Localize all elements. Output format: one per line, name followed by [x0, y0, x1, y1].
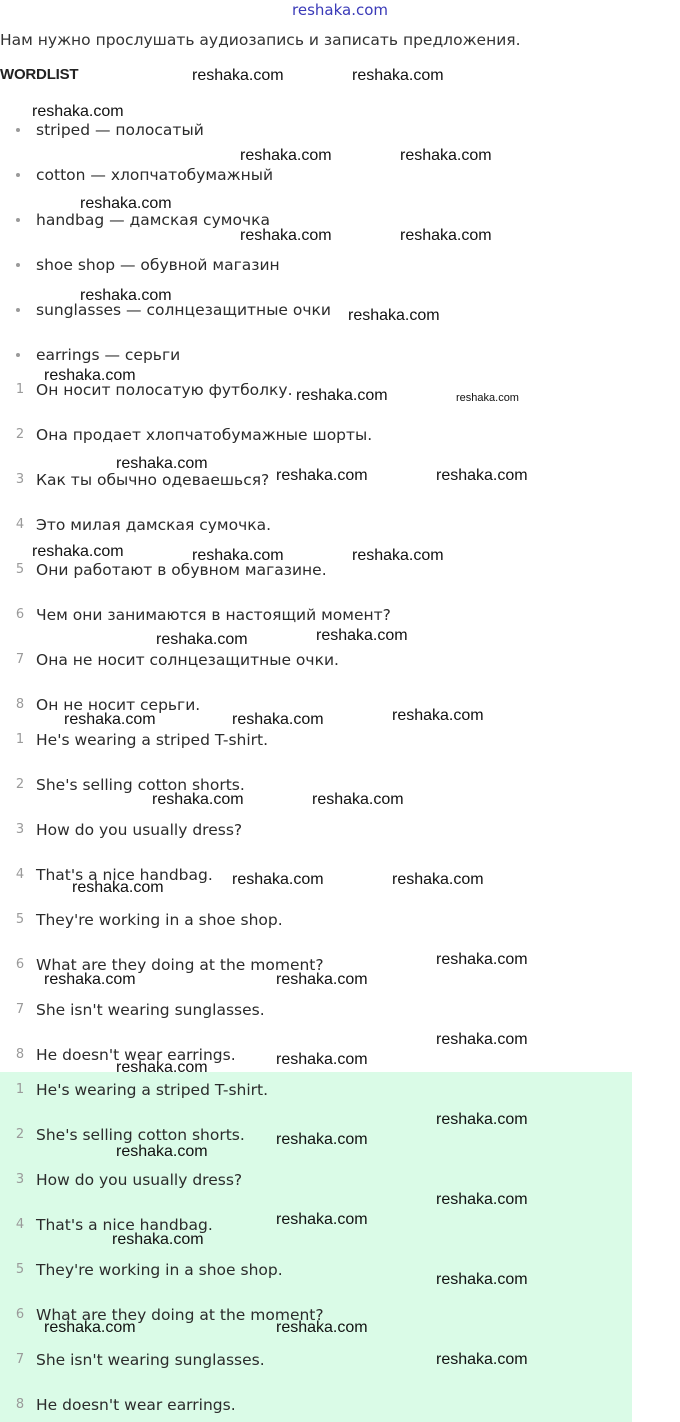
watermark-text: reshaka.com	[436, 467, 528, 484]
item-number: 1	[15, 732, 25, 747]
item-number: 6	[15, 1307, 25, 1322]
item-number: 4	[15, 867, 25, 882]
item-number: 3	[15, 1172, 25, 1187]
watermark-text: reshaka.com	[116, 455, 208, 472]
bullet-icon	[16, 308, 20, 312]
watermark-text: reshaka.com	[296, 387, 388, 404]
watermark-text: reshaka.com	[80, 195, 172, 212]
item-text: Как ты обычно одеваешься?	[36, 471, 270, 489]
watermark-text: reshaka.com	[72, 879, 164, 896]
watermark-text: reshaka.com	[436, 1031, 528, 1048]
watermark-text: reshaka.com	[436, 951, 528, 968]
watermark-text: reshaka.com	[232, 711, 324, 728]
watermark-text: reshaka.com	[400, 147, 492, 164]
wordlist-item	[0, 162, 680, 188]
item-text: shoe shop — обувной магазин	[36, 256, 280, 274]
item-text: She isn't wearing sunglasses.	[36, 1001, 265, 1019]
item-number: 1	[15, 382, 25, 397]
item-text: He's wearing a striped T-shirt.	[36, 1081, 269, 1099]
answer-sentence	[0, 1077, 680, 1103]
item-text: She isn't wearing sunglasses.	[36, 1351, 265, 1369]
item-number: 8	[15, 697, 25, 712]
item-number: 1	[15, 1082, 25, 1097]
item-number: 5	[15, 562, 25, 577]
watermark-text: reshaka.com	[116, 1143, 208, 1160]
item-text: earrings — серьги	[36, 346, 181, 364]
wordlist-heading: WORDLIST	[0, 66, 79, 83]
watermark-text: reshaka.com	[32, 543, 124, 560]
item-text: He doesn't wear earrings.	[36, 1396, 236, 1414]
watermark-text: reshaka.com	[44, 367, 136, 384]
item-text: She's selling cotton shorts.	[36, 1126, 245, 1144]
watermark-text: reshaka.com	[192, 547, 284, 564]
answer-sentence	[0, 1167, 680, 1193]
watermark-text: reshaka.com	[112, 1231, 204, 1248]
answer-sentence	[0, 1347, 680, 1373]
item-text: What are they doing at the moment?	[36, 1306, 324, 1324]
english-sentence	[0, 907, 680, 933]
item-text: striped — полосатый	[36, 121, 204, 139]
watermark-text: reshaka.com	[276, 1131, 368, 1148]
item-text: Она не носит солнцезащитные очки.	[36, 651, 339, 669]
item-number: 7	[15, 1002, 25, 1017]
wordlist-item	[0, 342, 680, 368]
bullet-icon	[16, 263, 20, 267]
watermark-text: reshaka.com	[276, 467, 368, 484]
item-text: What are they doing at the moment?	[36, 956, 324, 974]
item-text: How do you usually dress?	[36, 821, 243, 839]
watermark-text: reshaka.com	[276, 1319, 368, 1336]
watermark-text: reshaka.com	[240, 227, 332, 244]
watermark-text: reshaka.com	[276, 1051, 368, 1068]
item-number: 2	[15, 1127, 25, 1142]
item-number: 6	[15, 957, 25, 972]
bullet-icon	[16, 173, 20, 177]
watermark-text: reshaka.com	[192, 67, 284, 84]
bullet-icon	[16, 128, 20, 132]
item-number: 2	[15, 777, 25, 792]
watermark-text: reshaka.com	[240, 147, 332, 164]
watermark-text: reshaka.com	[64, 711, 156, 728]
watermark-text: reshaka.com	[32, 103, 124, 120]
answer-sentence	[0, 1257, 680, 1283]
item-number: 4	[15, 1217, 25, 1232]
item-text: He doesn't wear earrings.	[36, 1046, 236, 1064]
item-number: 5	[15, 912, 25, 927]
item-text: They're working in a shoe shop.	[36, 911, 283, 929]
item-number: 4	[15, 517, 25, 532]
item-number: 3	[15, 472, 25, 487]
watermark-text: reshaka.com	[276, 971, 368, 988]
item-text: Это милая дамская сумочка.	[36, 516, 272, 534]
watermark-text: reshaka.com	[152, 791, 244, 808]
wordlist-item	[0, 252, 680, 278]
item-number: 6	[15, 607, 25, 622]
russian-sentence	[0, 602, 680, 628]
watermark-text: reshaka.com	[348, 307, 440, 324]
watermark-text: reshaka.com	[80, 287, 172, 304]
watermark-text: reshaka.com	[316, 627, 408, 644]
item-number: 8	[15, 1397, 25, 1412]
item-text: cotton — хлопчатобумажный	[36, 166, 274, 184]
watermark-text: reshaka.com	[276, 1211, 368, 1228]
item-text: He's wearing a striped T-shirt.	[36, 731, 269, 749]
watermark-text: reshaka.com	[436, 1191, 528, 1208]
russian-sentence	[0, 422, 680, 448]
watermark-text: reshaka.com	[400, 227, 492, 244]
item-text: Они работают в обувном магазине.	[36, 561, 327, 579]
item-number: 5	[15, 1262, 25, 1277]
watermark-text: reshaka.com	[352, 547, 444, 564]
item-number: 8	[15, 1047, 25, 1062]
english-sentence	[0, 817, 680, 843]
watermark-text: reshaka.com	[116, 1059, 208, 1076]
item-text: Он не носит серьги.	[36, 696, 201, 714]
item-text: sunglasses — солнцезащитные очки	[36, 301, 331, 319]
watermark-text: reshaka.com	[312, 791, 404, 808]
item-number: 7	[15, 1352, 25, 1367]
item-text: That's a nice handbag.	[36, 1216, 213, 1234]
item-text: That's a nice handbag.	[36, 866, 213, 884]
site-header-link[interactable]: reshaka.com	[292, 1, 388, 19]
item-text: She's selling cotton shorts.	[36, 776, 245, 794]
english-sentence	[0, 727, 680, 753]
watermark-text-small: reshaka.com	[456, 392, 519, 404]
item-text: Чем они занимаются в настоящий момент?	[36, 606, 391, 624]
watermark-text: reshaka.com	[436, 1351, 528, 1368]
russian-sentence	[0, 512, 680, 538]
english-sentence	[0, 997, 680, 1023]
item-text: Она продает хлопчатобумажные шорты.	[36, 426, 373, 444]
watermark-text: reshaka.com	[156, 631, 248, 648]
item-number: 3	[15, 822, 25, 837]
task-intro-text: Нам нужно прослушать аудиозапись и записать предложения.	[0, 31, 521, 49]
watermark-text: reshaka.com	[44, 1319, 136, 1336]
item-text: They're working in a shoe shop.	[36, 1261, 283, 1279]
watermark-text: reshaka.com	[436, 1111, 528, 1128]
watermark-text: reshaka.com	[232, 871, 324, 888]
item-text: How do you usually dress?	[36, 1171, 243, 1189]
watermark-text: reshaka.com	[352, 67, 444, 84]
item-number: 7	[15, 652, 25, 667]
russian-sentence	[0, 647, 680, 673]
watermark-text: reshaka.com	[436, 1271, 528, 1288]
item-text: Он носит полосатую футболку.	[36, 381, 293, 399]
bullet-icon	[16, 218, 20, 222]
item-text: handbag — дамская сумочка	[36, 211, 270, 229]
bullet-icon	[16, 353, 20, 357]
watermark-text: reshaka.com	[392, 871, 484, 888]
answer-sentence	[0, 1392, 680, 1418]
watermark-text: reshaka.com	[44, 971, 136, 988]
watermark-text: reshaka.com	[392, 707, 484, 724]
item-number: 2	[15, 427, 25, 442]
